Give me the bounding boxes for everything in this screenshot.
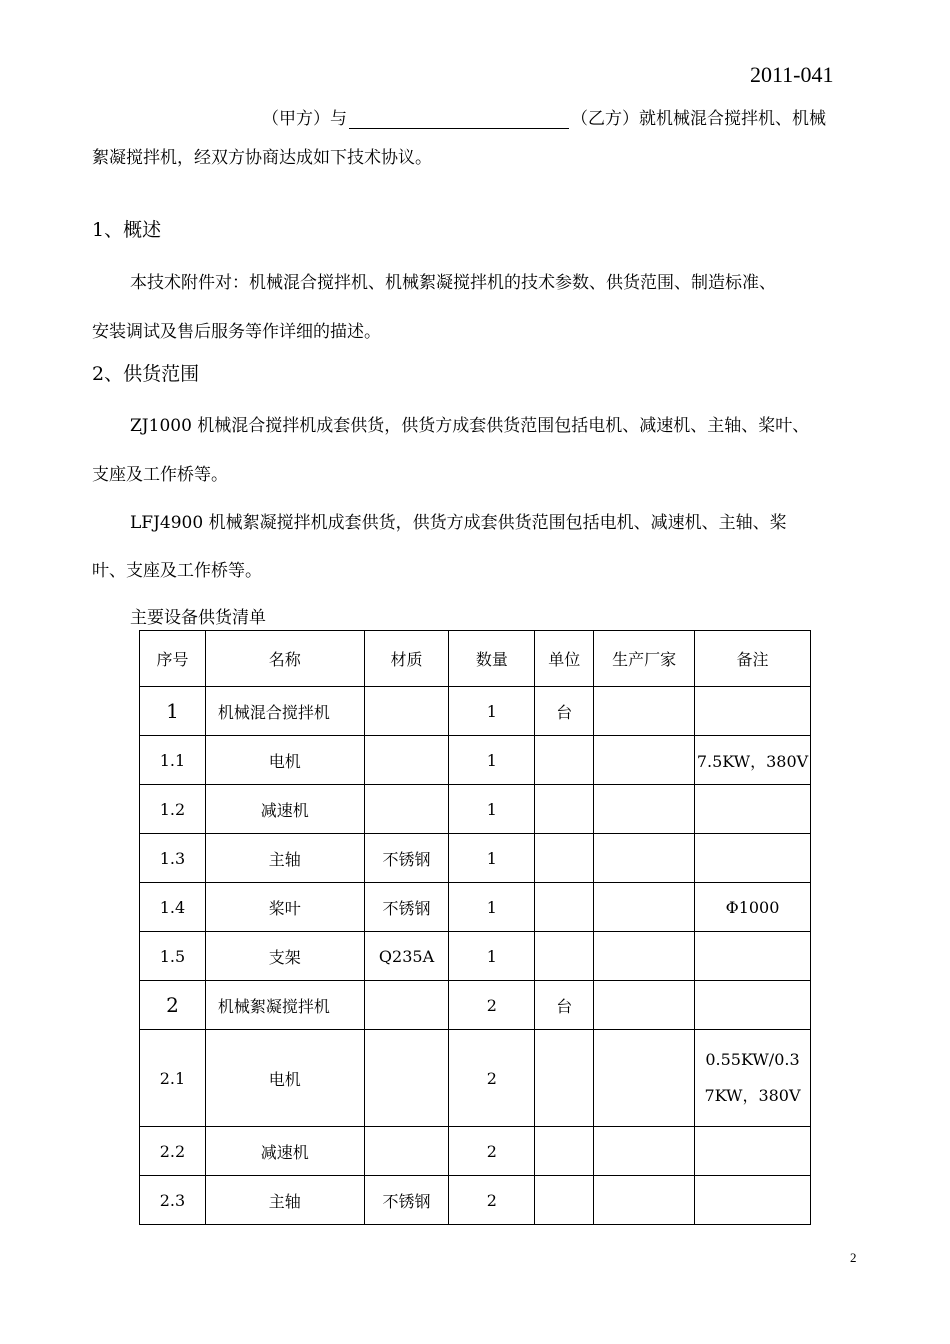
page-number: 2 — [850, 1250, 857, 1265]
row-material — [364, 1030, 449, 1127]
row-remark — [695, 1176, 811, 1225]
row-material — [364, 1127, 449, 1176]
row-remark — [695, 932, 811, 981]
row-name: 机械絮凝搅拌机 — [205, 981, 364, 1030]
row-quantity: 2 — [449, 1127, 535, 1176]
supply-list-title: 主要设备供货清单 — [130, 608, 266, 628]
row-quantity: 2 — [449, 1176, 535, 1225]
row-number: 1.3 — [140, 834, 206, 883]
table-row — [140, 834, 811, 883]
row-unit — [535, 736, 594, 785]
row-quantity: 1 — [449, 785, 535, 834]
row-number: 1.2 — [140, 785, 206, 834]
section-1-para-line-1: 本技术附件对：机械混合搅拌机、机械絮凝搅拌机的技术参数、供货范围、制造标准、 — [130, 273, 776, 293]
row-unit — [535, 932, 594, 981]
row-quantity: 1 — [449, 883, 535, 932]
header-cell: 生产厂家 — [594, 631, 695, 687]
table-row — [140, 1127, 811, 1176]
row-quantity: 1 — [449, 932, 535, 981]
row-remark — [695, 785, 811, 834]
section-2-para-2-line-2: 叶、支座及工作桥等。 — [92, 561, 262, 581]
row-maker — [594, 1176, 695, 1225]
row-unit: 台 — [535, 687, 594, 736]
row-unit — [535, 785, 594, 834]
row-name: 主轴 — [205, 1176, 364, 1225]
row-unit — [535, 883, 594, 932]
section-1-para-line-2: 安装调试及售后服务等作详细的描述。 — [92, 322, 381, 342]
section-2-para-2-line-1: LFJ4900 机械絮凝搅拌机成套供货，供货方成套供货范围包括电机、减速机、主轴、桨 — [130, 513, 787, 533]
row-name: 电机 — [205, 1030, 364, 1127]
row-remark — [695, 981, 811, 1030]
section-1-heading: 1、概述 — [92, 219, 162, 241]
row-number: 2.1 — [140, 1030, 206, 1127]
table-row — [140, 883, 811, 932]
party-b-text: （乙方）就机械混合搅拌机、机械 — [571, 109, 826, 129]
row-name: 减速机 — [205, 1127, 364, 1176]
table-header-row — [140, 631, 811, 687]
row-maker — [594, 1127, 695, 1176]
row-name: 桨叶 — [205, 883, 364, 932]
row-unit: 台 — [535, 981, 594, 1030]
header-cell: 材质 — [364, 631, 449, 687]
intro-line-1 — [262, 104, 826, 129]
row-remark: 7.5KW，380V — [695, 736, 811, 785]
row-quantity: 2 — [449, 1030, 535, 1127]
section-2-heading: 2、供货范围 — [92, 363, 200, 385]
header-cell: 单位 — [535, 631, 594, 687]
header-cell: 备注 — [695, 631, 811, 687]
row-maker — [594, 932, 695, 981]
row-maker — [594, 834, 695, 883]
row-name: 机械混合搅拌机 — [205, 687, 364, 736]
row-material — [364, 785, 449, 834]
row-remark — [695, 1030, 811, 1127]
header-cell: 序号 — [140, 631, 206, 687]
header-cell: 名称 — [205, 631, 364, 687]
row-maker — [594, 785, 695, 834]
row-maker — [594, 1030, 695, 1127]
header-cell: 数量 — [449, 631, 535, 687]
row-unit — [535, 1030, 594, 1127]
row-material — [364, 687, 449, 736]
row-number: 2.3 — [140, 1176, 206, 1225]
row-number: 2.2 — [140, 1127, 206, 1176]
row-number: 2 — [140, 981, 206, 1030]
row-remark — [695, 1127, 811, 1176]
row-name: 电机 — [205, 736, 364, 785]
row-unit — [535, 834, 594, 883]
table-row — [140, 1176, 811, 1225]
row-number: 1.4 — [140, 883, 206, 932]
table-row — [140, 1030, 811, 1127]
row-remark: Φ1000 — [695, 883, 811, 932]
party-a-text: （甲方）与 — [262, 109, 347, 129]
row-material: 不锈钢 — [364, 1176, 449, 1225]
row-maker — [594, 736, 695, 785]
document-number: 2011-041 — [750, 62, 834, 87]
row-number: 1.5 — [140, 932, 206, 981]
row-maker — [594, 981, 695, 1030]
row-name: 支架 — [205, 932, 364, 981]
row-material: Q235A — [364, 932, 449, 981]
row-material: 不锈钢 — [364, 834, 449, 883]
row-material — [364, 981, 449, 1030]
row-name: 减速机 — [205, 785, 364, 834]
row-material — [364, 736, 449, 785]
party-b-blank — [349, 110, 569, 129]
table-row — [140, 932, 811, 981]
row-remark — [695, 834, 811, 883]
table-row — [140, 785, 811, 834]
remark-line-1: 0.55KW/0.3 — [705, 1050, 800, 1069]
section-2-para-1-line-2: 支座及工作桥等。 — [92, 465, 228, 485]
row-material: 不锈钢 — [364, 883, 449, 932]
table-row — [140, 687, 811, 736]
row-quantity: 1 — [449, 687, 535, 736]
table-row — [140, 736, 811, 785]
row-quantity: 1 — [449, 736, 535, 785]
row-number: 1.1 — [140, 736, 206, 785]
intro-line-2: 絮凝搅拌机，经双方协商达成如下技术协议。 — [92, 148, 432, 168]
row-unit — [535, 1127, 594, 1176]
section-2-para-1-line-1: ZJ1000 机械混合搅拌机成套供货，供货方成套供货范围包括电机、减速机、主轴、桨叶、 — [130, 416, 810, 436]
row-name: 主轴 — [205, 834, 364, 883]
row-quantity: 1 — [449, 834, 535, 883]
row-quantity: 2 — [449, 981, 535, 1030]
row-remark — [695, 687, 811, 736]
row-number: 1 — [140, 687, 206, 736]
row-unit — [535, 1176, 594, 1225]
table-row — [140, 981, 811, 1030]
row-maker — [594, 883, 695, 932]
supply-list-table — [139, 630, 811, 1225]
row-maker — [594, 687, 695, 736]
remark-line-2: 7KW，380V — [704, 1086, 801, 1105]
